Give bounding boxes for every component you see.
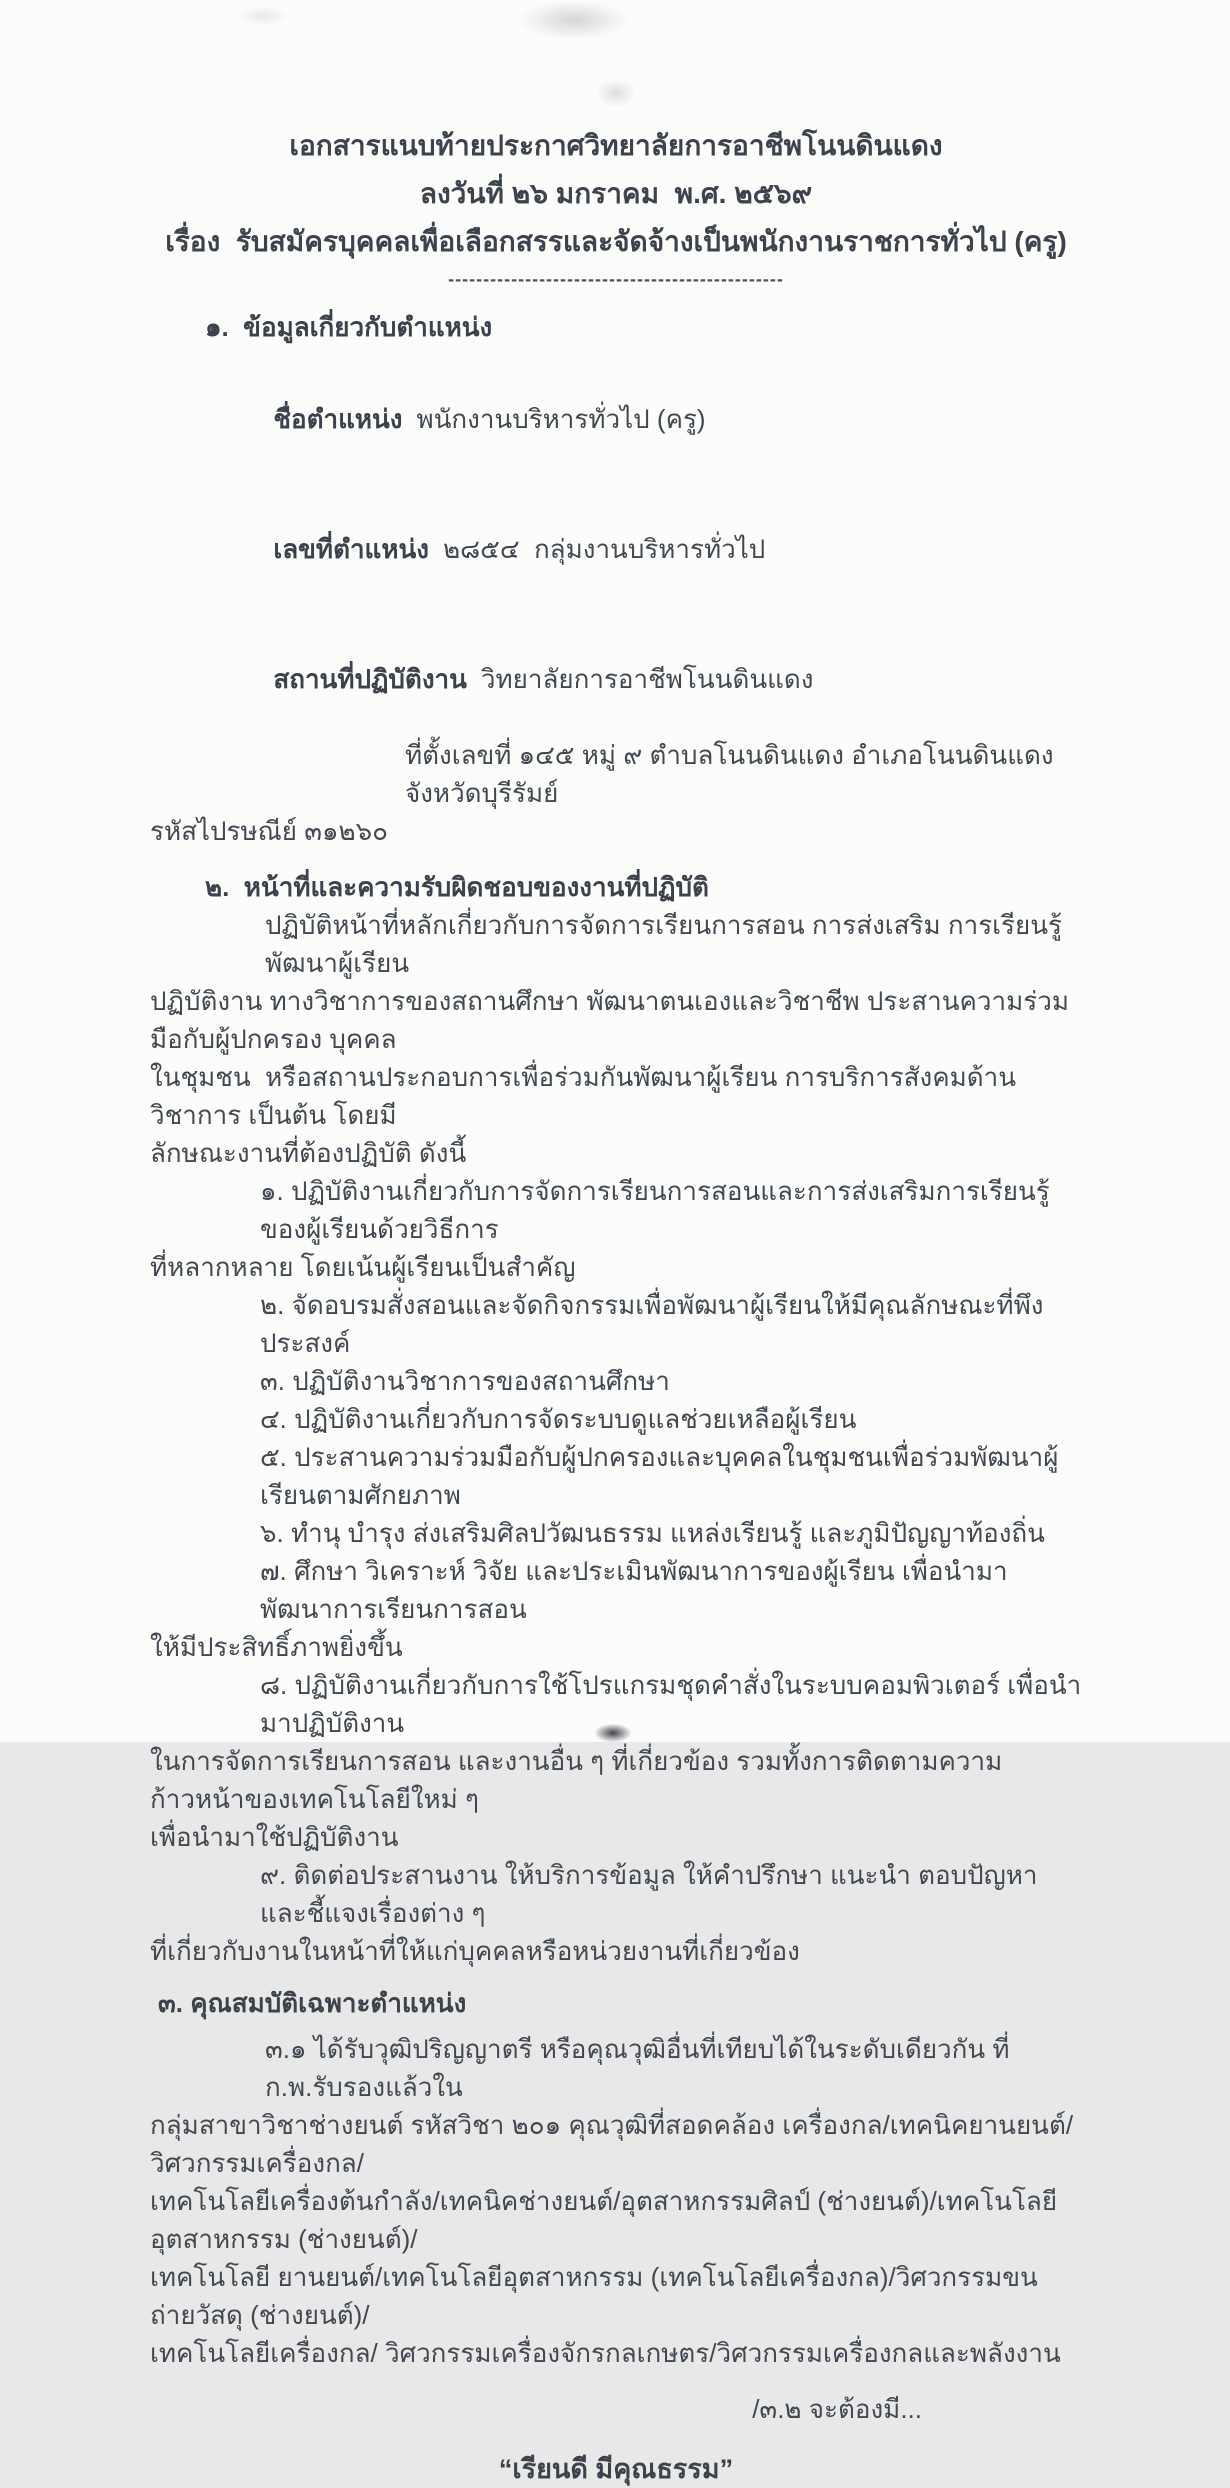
section3-heading: ๓. คุณสมบัติเฉพาะตำแหน่ง (158, 1988, 467, 2018)
duty-item-line: ๗. ศึกษา วิเคราะห์ วิจัย และประเมินพัฒนาการของผู้เรียน เพื่อนำมาพัฒนาการเรียนการสอน (260, 1556, 1008, 1624)
position-number-value: ๒๘๕๔ กลุ่มงานบริหารทั่วไป (442, 534, 766, 564)
duty-item-line: ที่เกี่ยวกับงานในหน้าที่ให้แก่บุคคลหรือหน่วยงานที่เกี่ยวข้อง (150, 1936, 800, 1966)
header-title: เอกสารแนบท้ายประกาศวิทยาลัยการอาชีพโนนดินแดง (289, 130, 943, 161)
duty-item-line: ๑. ปฏิบัติงานเกี่ยวกับการจัดการเรียนการสอนและการส่งเสริมการเรียนรู้ของผู้เรียนด้วยวิธีการ (260, 1176, 1050, 1244)
header-subject: เรื่อง รับสมัครบุคคลเพื่อเลือกสรรและจัดจ้างเป็นพนักงานราชการทั่วไป (ครู) (165, 226, 1067, 257)
duty-item-line: ๔. ปฏิบัติงานเกี่ยวกับการจัดระบบดูแลช่วยเหลือผู้เรียน (260, 1404, 857, 1434)
qualification-line: เทคโนโลยีเครื่องกล/ วิศวกรรมเครื่องจักรกลเกษตร/วิศวกรรมเครื่องกลและพลังงาน (150, 2338, 1061, 2368)
workplace-value: วิทยาลัยการอาชีพโนนดินแดง (480, 664, 814, 694)
position-name-row (150, 362, 1082, 476)
duties-intro-line: ลักษณะงานที่ต้องปฏิบัติ ดังนี้ (150, 1138, 467, 1168)
postcode-line: รหัสไปรษณีย์ ๓๑๒๖๐ (150, 816, 389, 846)
qualification-line: เทคโนโลยี ยานยนต์/เทคโนโลยีอุตสาหกรรม (เทคโนโลยีเครื่องกล)/วิศวกรรมขนถ่ายวัสดุ (ช่างยนต์)/ (150, 2262, 1038, 2330)
duties-intro-line: ในชุมชน หรือสถานประกอบการเพื่อร่วมกันพัฒนาผู้เรียน การบริการสังคมด้านวิชาการ เป็นต้น โดยมี (150, 1062, 1017, 1130)
qualification-line: ๓.๑ ได้รับวุฒิปริญญาตรี หรือคุณวุฒิอื่นที่เทียบได้ในระดับเดียวกัน ที่ ก.พ.รับรองแล้วใน (265, 2034, 1017, 2102)
section1-heading: ๑. ข้อมูลเกี่ยวกับตำแหน่ง (205, 312, 493, 342)
duty-item-line: ๕. ประสานความร่วมมือกับผู้ปกครองและบุคคลในชุมชนเพื่อร่วมพัฒนาผู้เรียนตามศักยภาพ (260, 1442, 1059, 1510)
duty-item-line: ๓. ปฏิบัติงานวิชาการของสถานศึกษา (260, 1366, 670, 1396)
duty-item-line: ที่หลากหลาย โดยเน้นผู้เรียนเป็นสำคัญ (150, 1252, 576, 1282)
duties-intro-line: ปฏิบัติหน้าที่หลักเกี่ยวกับการจัดการเรียนการสอน การส่งเสริม การเรียนรู้ พัฒนาผู้เรียน (265, 910, 1070, 978)
document-content (150, 0, 1082, 2488)
duty-item-line: ให้มีประสิทธิ์ภาพยิ่งขึ้น (150, 1632, 403, 1662)
address-line: ที่ตั้งเลขที่ ๑๔๕ หมู่ ๙ ตำบลโนนดินแดง อำเภอโนนดินแดง จังหวัดบุรีรัมย์ (405, 740, 1061, 808)
position-number-label: เลขที่ตำแหน่ง (273, 534, 429, 564)
position-name-value: พนักงานบริหารทั่วไป (ครู) (416, 404, 706, 434)
section2-heading: ๒. หน้าที่และความรับผิดชอบของงานที่ปฏิบัติ (205, 872, 709, 902)
duty-item-line: ๒. จัดอบรมสั่งสอนและจัดกิจกรรมเพื่อพัฒนาผู้เรียนให้มีคุณลักษณะที่พึงประสงค์ (260, 1290, 1044, 1358)
duty-item-line: เพื่อนำมาใช้ปฏิบัติงาน (150, 1822, 399, 1852)
school-motto: “เรียนดี มีคุณธรรม” (498, 2454, 734, 2484)
document-header (150, 122, 1082, 292)
divider: ------------------------------------------------ (448, 269, 784, 289)
position-number-row (150, 492, 1082, 606)
position-name-label: ชื่อตำแหน่ง (273, 404, 403, 434)
workplace-label: สถานที่ปฏิบัติงาน (273, 664, 467, 694)
qualification-line: กลุ่มสาขาวิชาช่างยนต์ รหัสวิชา ๒๐๑ คุณวุฒิที่สอดคล้อง เครื่องกล/เทคนิคยานยนต์/วิศวกรรมเครื่องกล/ (150, 2110, 1074, 2178)
page-continuation-note: /๓.๒ จะต้องมี... (752, 2394, 922, 2424)
duty-item-line: ในการจัดการเรียนการสอน และงานอื่น ๆ ที่เกี่ยวข้อง รวมทั้งการติดตามความก้าวหน้าของเทคโนโลยีใหม่ ๆ (150, 1746, 1003, 1814)
duty-item-line: ๙. ติดต่อประสานงาน ให้บริการข้อมูล ให้คำปรึกษา แนะนำ ตอบปัญหา และชี้แจงเรื่องต่าง ๆ (260, 1860, 1045, 1928)
duties-intro-line: ปฏิบัติงาน ทางวิชาการของสถานศึกษา พัฒนาตนเองและวิชาชีพ ประสานความร่วมมือกับผู้ปกครอง บุคคล (150, 986, 1069, 1054)
duty-item-line: ๖. ทำนุ บำรุง ส่งเสริมศิลปวัฒนธรรม แหล่งเรียนรู้ และภูมิปัญญาท้องถิ่น (260, 1518, 1045, 1548)
workplace-row (150, 622, 1082, 736)
duty-item-line: ๘. ปฏิบัติงานเกี่ยวกับการใช้โปรแกรมชุดคำสั่งในระบบคอมพิวเตอร์ เพื่อนำมาปฏิบัติงาน (260, 1670, 1082, 1738)
header-date: ลงวันที่ ๒๖ มกราคม พ.ศ. ๒๕๖๙ (419, 178, 813, 209)
qualification-line: เทคโนโลยีเครื่องต้นกำลัง/เทคนิคช่างยนต์/อุตสาหกรรมศิลป์ (ช่างยนต์)/เทคโนโลยีอุตสาหกรรม (ช่างยนต์)/ (150, 2186, 1058, 2254)
